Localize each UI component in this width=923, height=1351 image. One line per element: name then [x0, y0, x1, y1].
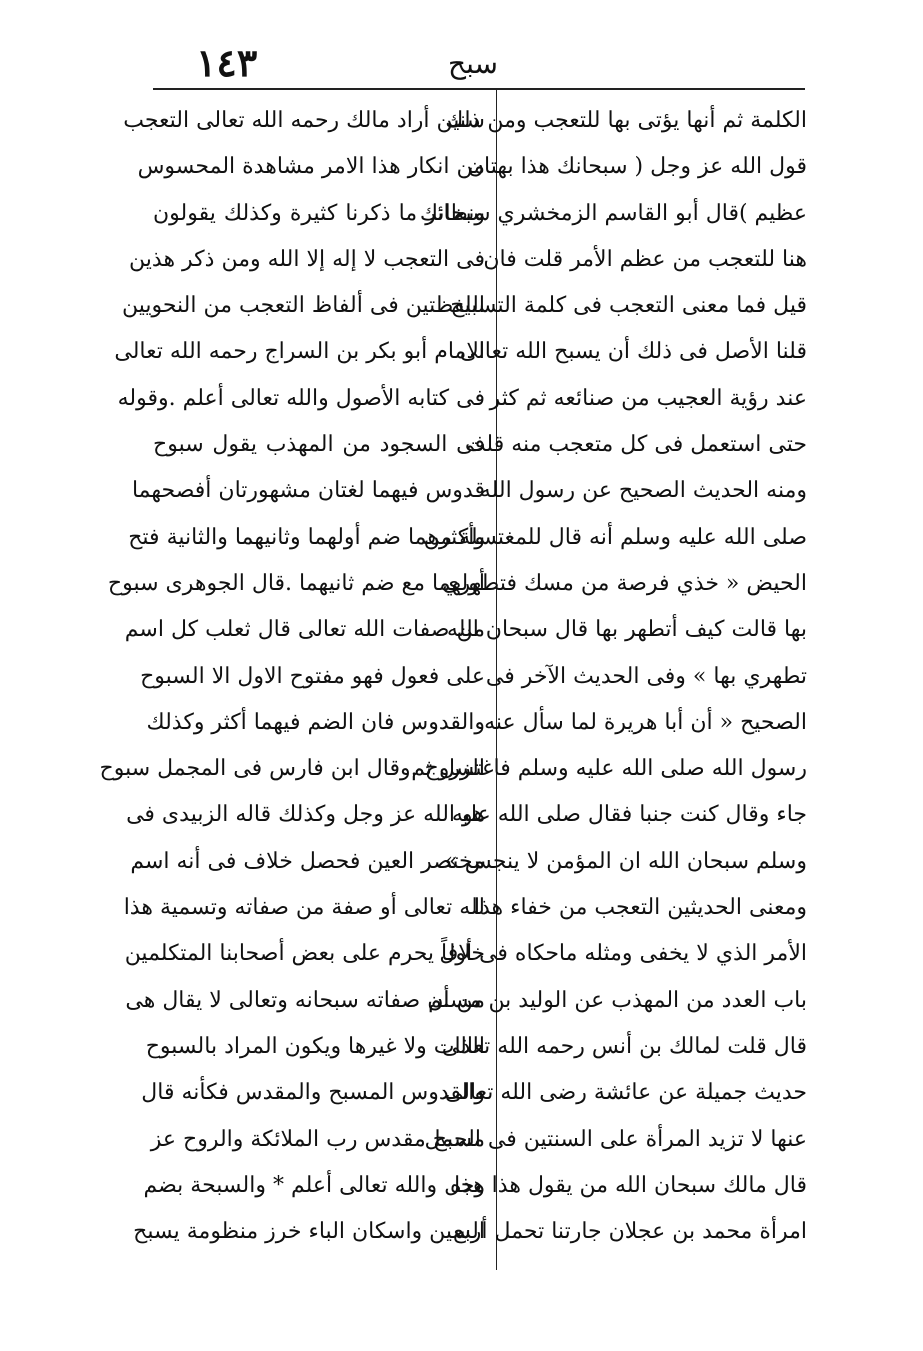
text-line: مسبح مقدس رب الملائكة والروح عز	[150, 1126, 485, 1152]
text-line: السين واسكان الباء خرز منظومة يسبح	[133, 1219, 485, 1245]
text-line: امرأة محمد بن عجلان جارتنا تحمل أربع	[452, 1219, 807, 1245]
text-line: الأمر الذي لا يخفى ومثله ماحكاه فى أول	[439, 941, 807, 967]
text-line: صلى الله عليه وسلم أنه قال للمغتسلة من	[423, 524, 807, 550]
text-line: الذات ولا غيرها ويكون المراد بالسبوح	[145, 1033, 485, 1059]
text-line: عنها لا تزيد المرأة على السنتين فى الحمل	[424, 1126, 807, 1152]
text-line: حديث جميلة عن عائشة رضى الله تعالى	[444, 1080, 807, 1106]
page-number: ١٤٣	[196, 40, 258, 85]
text-line: تطهري بها » وفى الحديث الآخر فى	[485, 663, 807, 689]
text-line: والقدوس فان الضم فيهما أكثر وكذلك	[146, 709, 485, 735]
text-line: رسول الله صلى الله عليه وسلم فاغتسل ثم	[411, 756, 807, 782]
left-column	[99, 98, 485, 1255]
text-line: هو الله عز وجل وكذلك قاله الزبيدى فى	[126, 802, 485, 828]
text-line: قدوس فيهما لغتان مشهورتان أفصحهما	[131, 478, 485, 504]
text-line: بها قالت كيف أتطهر بها قال سبحان الله	[446, 617, 807, 643]
text-line: والقدوس المسبح والمقدس فكأنه قال	[141, 1080, 485, 1106]
text-line: قول الله عز وجل ( سبحانك هذا بهتان	[467, 154, 807, 180]
text-line: سنين أراد مالك رحمه الله تعالى التعجب	[123, 108, 485, 133]
text-line: عظيم )قال أبو القاسم الزمخشري سبحانك	[419, 200, 807, 226]
text-line: ومنه الحديث الصحيح عن رسول الله	[479, 478, 807, 504]
text-line: هنا للتعجب من عظم الأمر قلت فان	[483, 246, 807, 272]
text-line: قلنا الأصل فى ذلك أن يسبح الله تعالى	[459, 339, 807, 365]
text-line: اللفظتين فى ألفاظ التعجب من النحويين	[121, 293, 485, 319]
text-line: خلافاً يحرم على بعض أصحابنا المتكلمين	[124, 941, 485, 967]
text-line: الصحيح « أن أبا هريرة لما سأل عنه	[484, 709, 807, 735]
text-line: وأكثرهما ضم أولهما وثانيهما والثانية فتح	[128, 524, 485, 550]
text-line: فى التعجب لا إله إلا الله ومن ذكر هذين	[129, 246, 485, 272]
text-line: على فعول فهو مفتوح الاول الا السبوح	[140, 663, 485, 689]
text-line: الامام أبو بكر بن السراج رحمه الله تعالى	[114, 339, 485, 365]
text-line: قال قلت لمالك بن أنس رحمه الله تعالى	[441, 1033, 807, 1059]
text-line: الزروج .وقال ابن فارس فى المجمل سبوح	[99, 756, 485, 782]
text-line: الكلمة ثم أنها يؤتى بها للتعجب ومن ذلك	[445, 108, 807, 133]
text-line: مختصر العين فحصل خلاف فى أنه اسم	[130, 848, 485, 874]
text-line: الحيض « خذي فرصة من مسك فتطهري	[442, 570, 807, 596]
text-line: قيل فما معنى التعجب فى كلمة التسبيح	[450, 293, 807, 319]
text-line: من صفات الله تعالى قال ثعلب كل اسم	[124, 617, 485, 643]
text-line: لله تعالى أو صفة من صفاته وتسمية هذا	[123, 895, 485, 921]
text-line: ونظائر ما ذكرنا كثيرة وكذلك يقولون	[153, 200, 485, 226]
text-line: جاء وقال كنت جنبا فقال صلى الله عليه	[451, 802, 807, 828]
text-line: فى السجود من المهذب يقول سبوح	[153, 432, 485, 458]
text-line: وسلم سبحان الله ان المؤمن لا ينجس »	[444, 848, 807, 874]
running-head: سبح	[448, 47, 498, 80]
text-line: فى كتابه الأصول والله تعالى أعلم .وقوله	[117, 385, 485, 411]
text-line: من أن صفاته سبحانه وتعالى لا يقال هى	[125, 987, 485, 1013]
text-line: أولهما مع ضم ثانيهما .قال الجوهرى سبوح	[107, 570, 485, 596]
header-rule	[153, 88, 805, 90]
text-line: ومعنى الحديثين التعجب من خفاء هذا	[473, 895, 807, 921]
text-line: من انكار هذا الامر مشاهدة المحسوس	[137, 154, 485, 180]
text-line: وجل والله تعالى أعلم * والسبحة بضم	[143, 1172, 485, 1198]
text-line: حتى استعمل فى كل متعجب منه قلت	[464, 432, 807, 458]
text-line: قال مالك سبحان الله من يقول هذا هذه	[450, 1172, 807, 1198]
text-line: باب العدد من المهذب عن الوليد بن مسلم	[428, 987, 807, 1013]
text-line: عند رؤية العجيب من صنائعه ثم كثر	[489, 385, 807, 411]
right-column	[411, 98, 807, 1255]
